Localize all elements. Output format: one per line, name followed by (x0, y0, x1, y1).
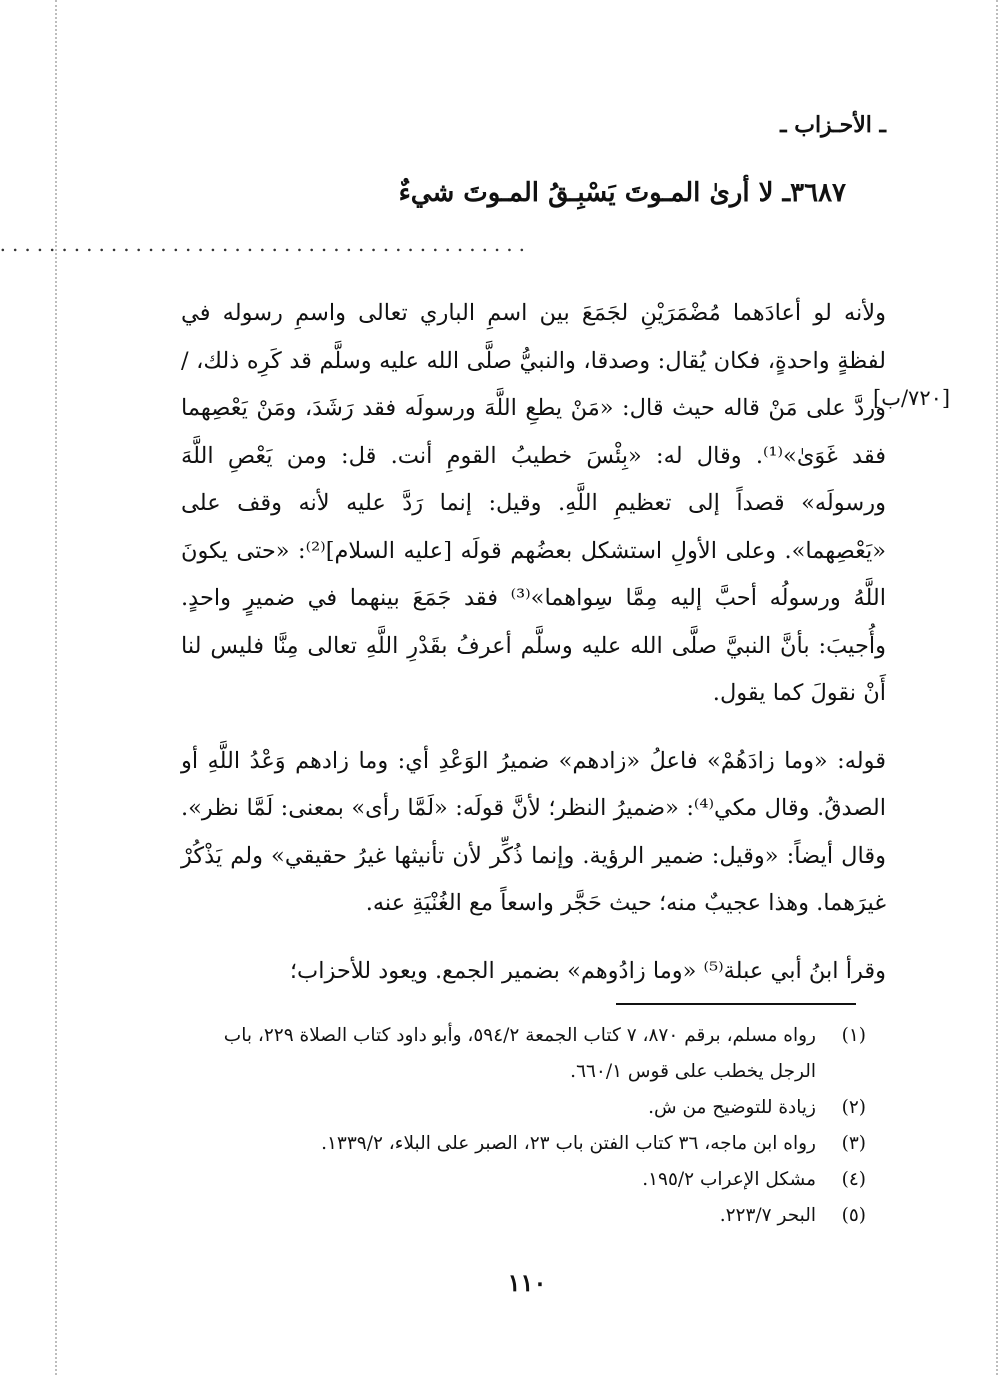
page-number: ١١٠ (507, 1268, 547, 1297)
footnote-separator (616, 1003, 856, 1005)
footnote-text: زيادة للتوضيح من ش. (648, 1097, 816, 1118)
body-text (181, 290, 886, 995)
footnotes (176, 1018, 866, 1234)
verse-line: ٣٦٨٧ـ لا أرىٰ المـوتَ يَسْبِـقُ المـوتَ شيءٌ (398, 178, 846, 208)
margin-note: [٧٢٠/ب] (873, 386, 951, 410)
footnote (176, 1090, 866, 1126)
footnote-text: رواه ابن ماجه، ٣٦ كتاب الفتن باب ٢٣، الصبر على البلاء، ١٣٣٩/٢. (321, 1133, 816, 1154)
footnote-number: (٤) (841, 1169, 866, 1190)
footnote-text: البحر ٢٢٣/٧. (719, 1205, 816, 1226)
footnote (176, 1198, 866, 1234)
footnote-number: (٥) (841, 1205, 866, 1226)
footnote-number: (٢) (841, 1097, 866, 1118)
footnote-number: (٣) (841, 1133, 866, 1154)
footnote-text: مشكل الإعراب ١٩٥/٢. (642, 1169, 816, 1190)
footnote (176, 1162, 866, 1198)
body-paragraph: قوله: «وما زادَهُمْ» فاعلُ «زادهم» ضميرُ الوَعْدِ أي: وما زادهم وَعْدُ اللَّهِ أو الصدقُ. وقال مكي⁽⁴⁾: «ضميرُ النظر؛ لأنَّ قولَه: «لَمَّا رأى» بمعنى: لَمَّا نظر». وقال أيضاً: «وقيل: ضمير الرؤية. وإنما ذُكِّر لأن تأنيثها غيرُ حقيقي» ولم يَذْكُرْ غيرَهما. وهذا عجيبٌ منه؛ حيث حَجَّر واسعاً مع الغُنْيَةِ عنه. (181, 747, 886, 916)
body-paragraph: ولأنه لو أعادَهما مُضْمَرَيْنِ لجَمَعَ بين اسمِ الباري تعالى واسمِ رسوله في لفظةٍ واحدةٍ، فكان يُقال: وصدقا، والنبيُّ صلَّى الله عليه وسلَّم قد كَرِه ذلك، / وردَّ على مَنْ قاله حيث قال: «مَنْ يطعِ اللَّهَ ورسولَه فقد رَشَدَ، ومَنْ يَعْصِهما فقد غَوَىٰ»⁽¹⁾. وقال له: «بِئْسَ خطيبُ القومِ أنت. قل: ومن يَعْصِ اللَّهَ ورسولَه» قصداً إلى تعظيمِ اللَّهِ. وقيل: إنما رَدَّ عليه لأنه وقف على «يَعْصِهما». وعلى الأولِ استشكل بعضُهم قولَه [عليه السلام]⁽²⁾: «حتى يكونَ اللَّهُ ورسولُه أحبَّ إليه مِمَّا سِواهما»⁽³⁾ فقد جَمَعَ بينهما في ضميرٍ واحدٍ. وأُجيبَ: بأنَّ النبيَّ صلَّى الله عليه وسلَّم أعرفُ بقَدْرِ اللَّهِ تعالى مِنَّا فليس لنا أَنْ نقولَ كما يقول. (181, 300, 886, 706)
footnote (176, 1126, 866, 1162)
running-header: ـ الأحـزاب ـ (780, 112, 886, 138)
footnote-text: رواه مسلم، برقم ٨٧٠، ٧ كتاب الجمعة ٥٩٤/٢، وأبو داود كتاب الصلاة ٢٢٩، باب الرجل يخطب على قوس ٦٦٠/١. (223, 1025, 816, 1082)
ellipsis-dots: ........................................... (0, 232, 531, 256)
body-paragraph: وقرأ ابنُ أبي عبلة⁽⁵⁾ «وما زادُوهم» بضمير الجمع. ويعود للأحزاب؛ (289, 957, 886, 984)
footnote-number: (١) (841, 1025, 866, 1046)
footnote (176, 1018, 866, 1090)
